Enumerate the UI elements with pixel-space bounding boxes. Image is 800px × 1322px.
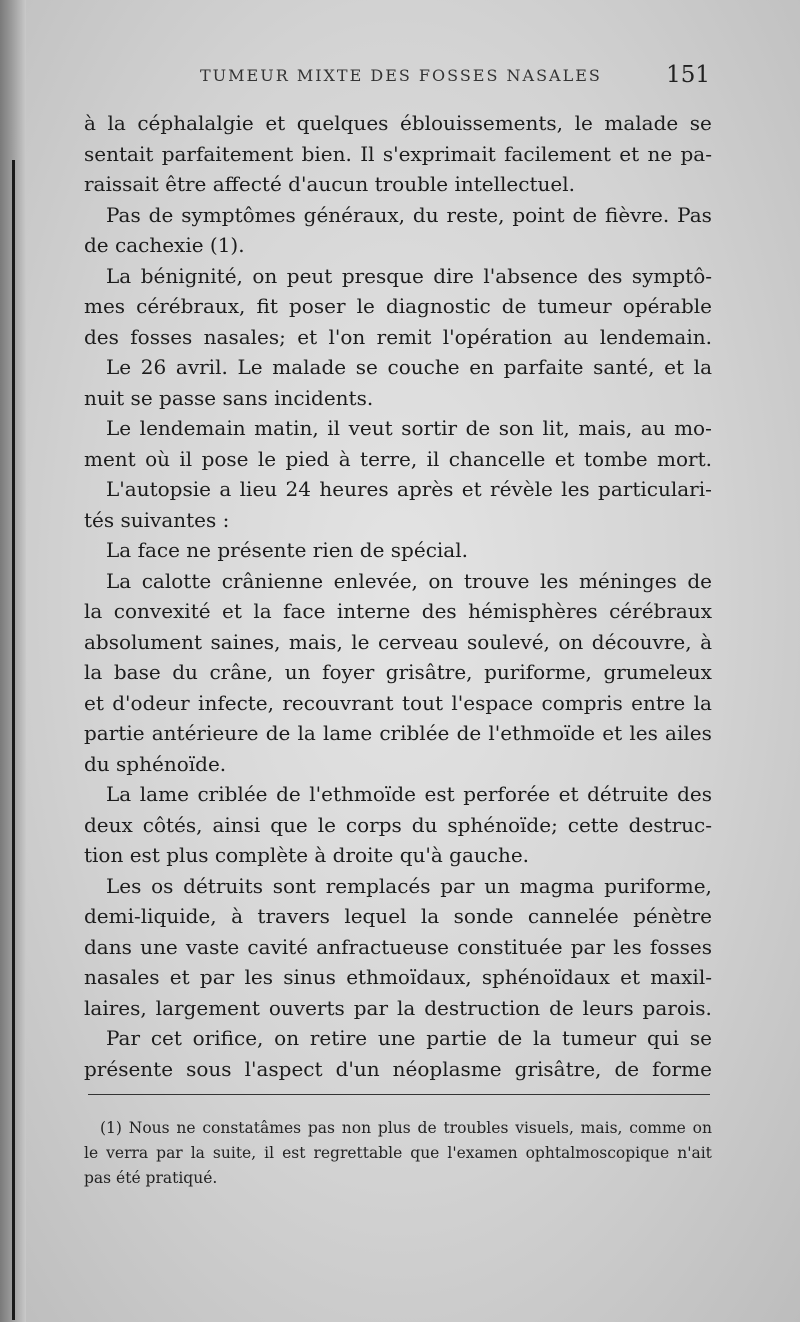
body-line: et d'odeur infecte, recouvrant tout l'espace compris entre la [84, 690, 712, 715]
body-line: présente sous l'aspect d'un néoplasme grisâtre, de forme [84, 1056, 712, 1081]
body-line: La bénignité, on peut presque dire l'absence des symptô- [106, 263, 712, 288]
body-line: demi-liquide, à travers lequel la sonde cannelée pénètre [84, 904, 712, 928]
page-binding-edge [0, 0, 26, 1322]
body-text [84, 108, 712, 1084]
body-line: La lame criblée de l'ethmoïde est perforée et détruite des [106, 782, 712, 806]
footnote-line: le verra par la suite, il est regrettable que l'examen ophtalmoscopique n'ait [84, 1144, 712, 1162]
footnote-line: pas été pratiqué. [84, 1169, 218, 1187]
body-line: à la céphalalgie et quelques éblouissements, le malade se [84, 111, 712, 135]
body-line: de cachexie (1). [84, 233, 245, 257]
body-line: La calotte crânienne enlevée, on trouve les méninges de [106, 568, 712, 593]
body-line: Pas de symptômes généraux, du reste, point de fièvre. Pas [106, 202, 712, 227]
body-line: ment où il pose le pied à terre, il chancelle et tombe mort. [84, 446, 712, 471]
body-line: nasales et par les sinus ethmoïdaux, sphénoïdaux et maxil- [84, 965, 712, 989]
page-number: 151 [666, 62, 710, 88]
page-header [200, 62, 710, 96]
body-line: du sphénoïde. [84, 751, 227, 776]
body-line: Par cet orifice, on retire une partie de la tumeur qui se [106, 1026, 712, 1050]
footnote-line: (1) Nous ne constatâmes pas non plus de troubles visuels, mais, comme on [100, 1119, 712, 1137]
body-line: mes cérébraux, fit poser le diagnostic de tumeur opérable [84, 294, 712, 318]
footnote [84, 1116, 712, 1191]
body-line: partie antérieure de la lame criblée de l'ethmoïde et les ailes [84, 721, 712, 745]
body-line: tés suivantes : [84, 507, 230, 532]
body-line: la base du crâne, un foyer grisâtre, puriforme, grumeleux [84, 660, 712, 684]
body-line: laires, largement ouverts par la destruction de leurs parois. [84, 995, 712, 1020]
body-line: raissait être affecté d'aucun trouble intellectuel. [84, 172, 575, 196]
body-line: des fosses nasales; et l'on remit l'opération au lendemain. [84, 324, 712, 349]
footnote-divider [88, 1094, 710, 1095]
body-line: dans une vaste cavité anfractueuse constituée par les fosses [84, 934, 712, 959]
body-line: Le 26 avril. Le malade se couche en parfaite santé, et la [106, 355, 712, 379]
body-line: absolument saines, mais, le cerveau soulevé, on découvre, à [84, 629, 712, 654]
body-line: deux côtés, ainsi que le corps du sphénoïde; cette destruc- [84, 812, 712, 837]
body-line: sentait parfaitement bien. Il s'exprimait facilement et ne pa- [84, 141, 712, 166]
body-line: nuit se passe sans incidents. [84, 385, 374, 410]
body-line: La face ne présente rien de spécial. [106, 538, 468, 562]
running-title: TUMEUR MIXTE DES FOSSES NASALES [200, 66, 602, 85]
body-line: Les os détruits sont remplacés par un magma puriforme, [106, 873, 712, 898]
body-line: L'autopsie a lieu 24 heures après et révèle les particulari- [106, 477, 712, 501]
body-line: la convexité et la face interne des hémisphères cérébraux [84, 599, 712, 623]
body-line: Le lendemain matin, il veut sortir de son lit, mais, au mo- [106, 416, 712, 440]
body-line: tion est plus complète à droite qu'à gauche. [84, 843, 530, 867]
